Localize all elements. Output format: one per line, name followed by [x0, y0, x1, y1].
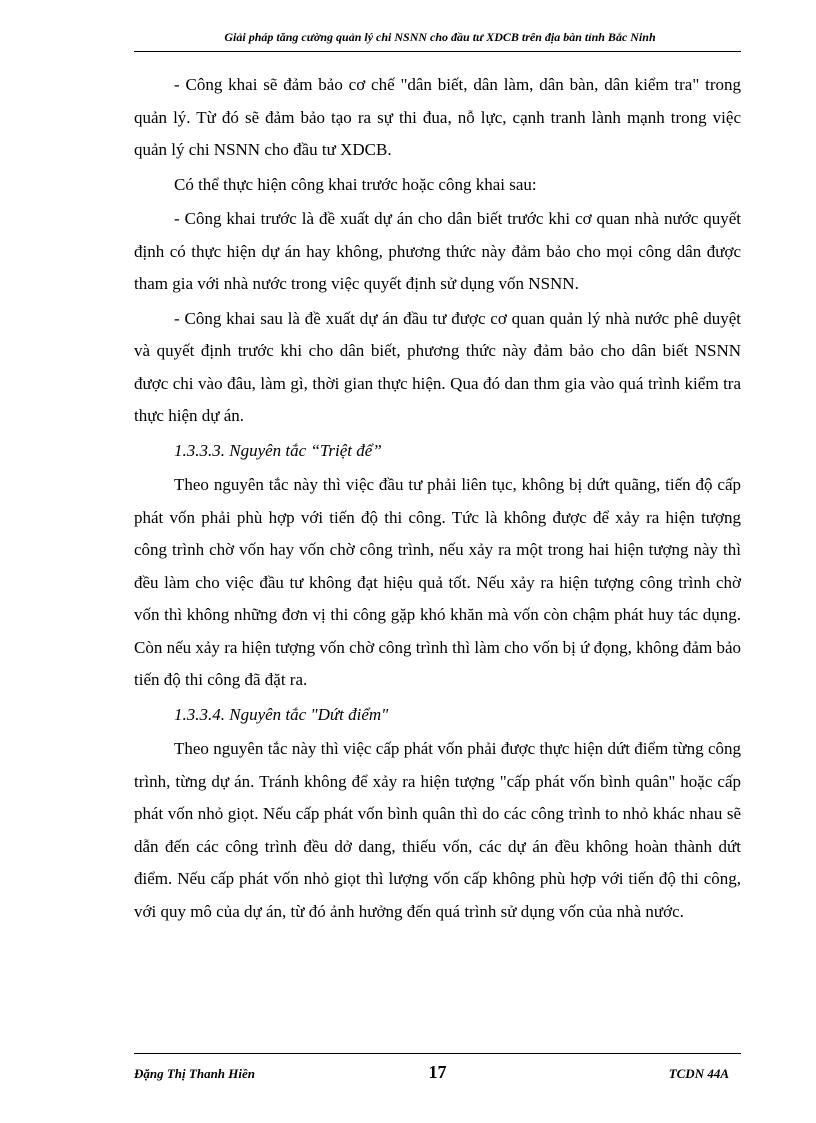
page-body	[134, 69, 741, 928]
page-footer	[134, 1062, 741, 1090]
paragraph: - Công khai sẽ đảm bảo cơ chế "dân biết, dân làm, dân bàn, dân kiểm tra" trong quản lý. Từ đó sẽ đảm bảo tạo ra sự thi đua, nỗ lực, cạnh tranh lành mạnh trong việc quản lý chi NSNN cho đầu tư XDCB.	[134, 75, 741, 159]
footer-rule	[134, 1053, 741, 1054]
paragraph: Có thể thực hiện công khai trước hoặc công khai sau:	[174, 174, 537, 194]
paragraph: - Công khai sau là đề xuất dự án đầu tư được cơ quan quản lý nhà nước phê duyệt và quyết định trước khi cho dân biết, phương thức này đảm bảo cho dân biết NSNN được chi vào đâu, làm gì, thời gian thực hiện. Qua đó dan thm gia vào quá trình kiểm tra thực hiện dự án.	[134, 308, 741, 425]
running-header: Giải pháp tăng cường quản lý chi NSNN cho đầu tư XDCB trên địa bàn tỉnh Bắc Ninh	[224, 30, 656, 44]
paragraph: Theo nguyên tắc này thì việc đầu tư phải liên tục, không bị dứt quãng, tiến độ cấp phát vốn phải phù hợp với tiến độ thi công. Tức là không được để xảy ra hiện tượng công trình chờ vốn hay vốn chờ công trình, nếu xảy ra một trong hai hiện tượng này thì đều làm cho việc đầu tư không đạt hiệu quả tốt. Nếu xảy ra hiện tượng công trình chờ vốn thì không những đơn vị thi công gặp khó khăn mà vốn còn chậm phát huy tác dụng. Còn nếu xảy ra hiện tượng vốn chờ công trình thì làm cho vốn bị ứ đọng, không đảm bảo tiến độ thi công đã đặt ra.	[134, 475, 741, 689]
page-number: 17	[428, 1062, 447, 1082]
paragraph: - Công khai trước là đề xuất dự án cho dân biết trước khi cơ quan nhà nước quyết định có thực hiện dự án hay không, phương thức này đảm bảo cho mọi công dân được tham gia với nhà nước trong việc quyết định sử dụng vốn NSNN.	[134, 209, 741, 293]
footer-author: Đặng Thị Thanh Hiền	[134, 1066, 256, 1081]
paragraph: Theo nguyên tắc này thì việc cấp phát vốn phải được thực hiện dứt điểm từng công trình, từng dự án. Tránh không để xảy ra hiện tượng "cấp phát vốn bình quân" hoặc cấp phát vốn nhỏ giọt. Nếu cấp phát vốn bình quân thì do các công trình to nhỏ khác nhau sẽ dẫn đến các công trình đều dở dang, thiếu vốn, các dự án đều không hoàn thành dứt điểm. Nếu cấp phát vốn nhỏ giọt thì lượng vốn cấp không phù hợp với tiến độ thi công, với quy mô của dự án, từ đó ảnh hưởng đến quá trình sử dụng vốn của nhà nước.	[134, 739, 741, 921]
footer-class-code: TCDN 44A	[668, 1066, 729, 1081]
section-heading: 1.3.3.3. Nguyên tắc “Triệt để”	[174, 440, 382, 460]
header-rule	[134, 51, 741, 52]
section-heading: 1.3.3.4. Nguyên tắc "Dứt điểm"	[174, 704, 389, 724]
